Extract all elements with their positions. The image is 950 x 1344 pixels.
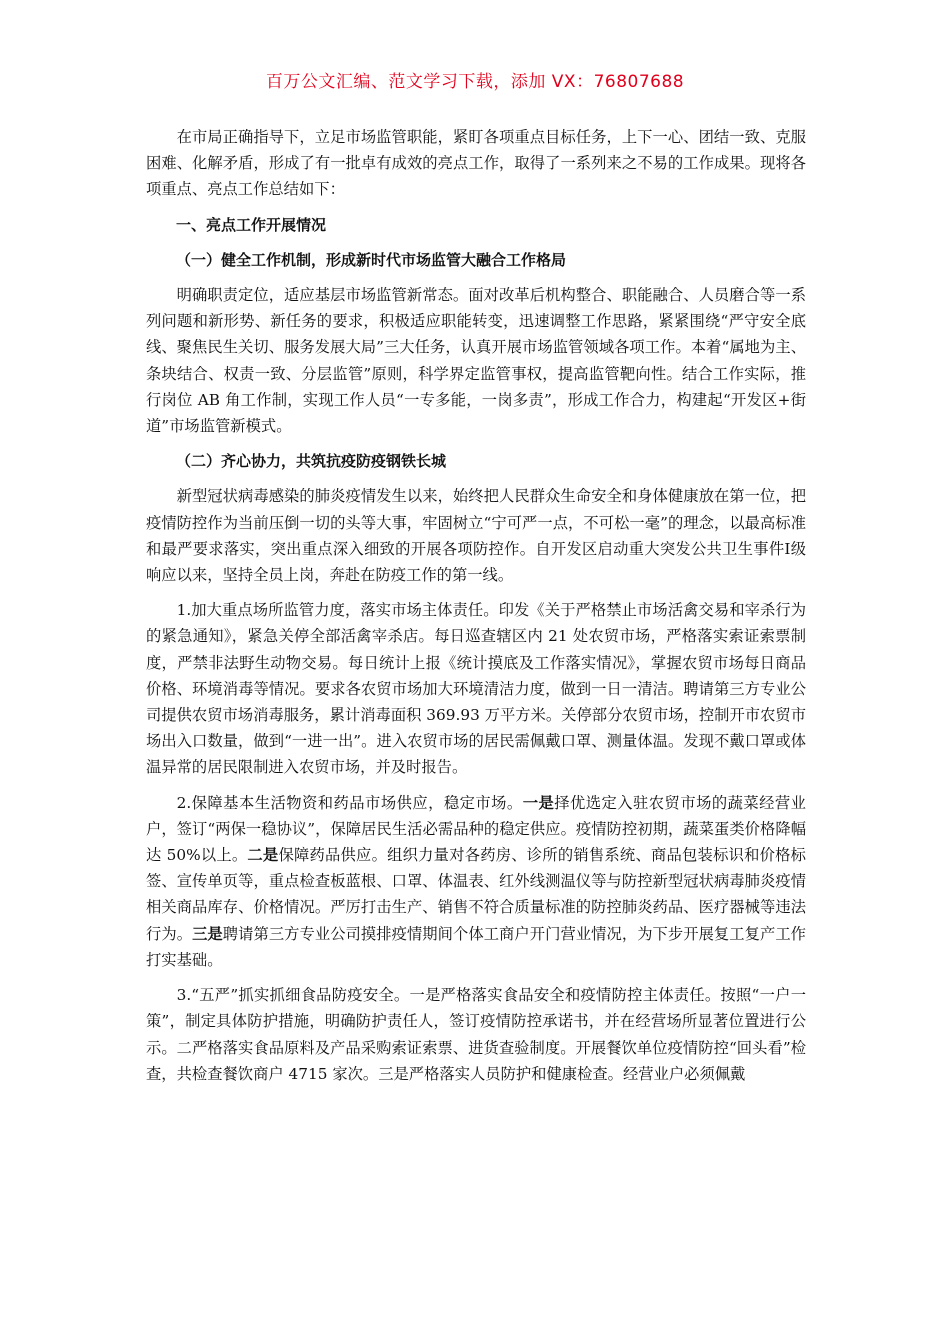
subsection-heading-2: （二）齐心协力，共筑抗疫防疫钢铁长城 bbox=[176, 452, 447, 471]
item-2-marker-1: 一是 bbox=[522, 793, 555, 812]
subsection-1-paragraph: 明确职责定位，适应基层市场监管新常态。面对改革后机构整合、职能融合、人员磨合等一系列问题和新形势、新任务的要求，积极适应职能转变，迅速调整工作思路，紧紧围绕“严守安全底线、聚焦民生关切、服务发展大局”三大任务，认真开展市场监管领域各项工作。本着“属地为主、条块结合、权责一致、分层监管”原则，科学界定监管事权，提高监管靶向性。结合工作实际，推行岗位 AB 角工作制，实现工作人员“一专多能，一岗多责”，形成工作合力，构建起“开发区+街道”市场监管新模式。 bbox=[146, 286, 806, 436]
item-2-lead: 2.保障基本生活物资和药品市场供应，稳定市场。 bbox=[176, 793, 523, 812]
intro-paragraph: 在市局正确指导下，立足市场监管职能，紧盯各项重点目标任务，上下一心、团结一致、克服困难、化解矛盾，形成了有一批卓有成效的亮点工作，取得了一系列来之不易的工作成果。现将各项重点、亮点工作总结如下： bbox=[146, 128, 806, 199]
item-2-paragraph bbox=[146, 790, 806, 973]
item-2-text-2: 保障药品供应。组织力量对各药房、诊所的销售系统、商品包装标识和价格标签、宣传单页等，重点检查板蓝根、口罩、体温表、红外线测温仪等与防控新型冠状病毒肺炎疫情相关商品库存、价格情况。严厉打击生产、销售不符合质量标准的防控肺炎药品、医疗器械等违法行为。 bbox=[146, 846, 806, 943]
subsection-2-paragraph: 新型冠状病毒感染的肺炎疫情发生以来，始终把人民群众生命安全和身体健康放在第一位，把疫情防控作为当前压倒一切的头等大事，牢固树立“宁可严一点，不可松一毫”的理念，以最高标准和最严要求落实，突出重点深入细致的开展各项防控作。自开发区启动重大突发公共卫生事件Ⅰ级响应以来，坚持全员上岗，奔赴在防疫工作的第一线。 bbox=[146, 487, 806, 585]
item-2-marker-3: 三是 bbox=[192, 924, 223, 943]
item-3-paragraph: 3.“五严”抓实抓细食品防疫安全。一是严格落实食品安全和疫情防控主体责任。按照“一户一策”，制定具体防护措施，明确防护责任人，签订疫情防控承诺书，并在经营场所显著位置进行公示。二严格落实食品原料及产品采购索证索票、进货查验制度。开展餐饮单位疫情防控“回头看”检查，共检查餐饮商户 4715 家次。三是严格落实人员防护和健康检查。经营业户必须佩戴 bbox=[146, 986, 806, 1083]
item-2-text-3: 聘请第三方专业公司摸排疫情期间个体工商户开门营业情况，为下步开展复工复产工作打实基础。 bbox=[146, 924, 806, 969]
item-2-text-1: 择优选定入驻农贸市场的蔬菜经营业户，签订“两保一稳协议”，保障居民生活必需品种的稳定供应。疫情防控初期，蔬菜蛋类价格降幅达 50%以上。 bbox=[146, 793, 806, 865]
section-heading-1: 一、亮点工作开展情况 bbox=[176, 215, 327, 234]
header-banner: 百万公文汇编、范文学习下载，添加 VX：76807688 bbox=[265, 72, 685, 92]
subsection-heading-1: （一）健全工作机制，形成新时代市场监管大融合工作格局 bbox=[176, 250, 567, 269]
item-2-marker-2: 二是 bbox=[247, 846, 279, 865]
item-1-paragraph: 1.加大重点场所监管力度，落实市场主体责任。印发《关于严格禁止市场活禽交易和宰杀行为的紧急通知》，紧急关停全部活禽宰杀店。每日巡查辖区内 21 处农贸市场，严格落实索证索票制度，严禁非法野生动物交易。每日统计上报《统计摸底及工作落实情况》，掌握农贸市场每日商品价格、环境消毒等情况。要求各农贸市场加大环境清洁力度，做到一日一清洁。聘请第三方专业公司提供农贸市场消毒服务，累计消毒面积 369.93 万平方米。关停部分农贸市场，控制开市农贸市场出入口数量，做到“一进一出”。进入农贸市场的居民需佩戴口罩、测量体温。发现不戴口罩或体温异常的居民限制进入农贸市场，并及时报告。 bbox=[146, 601, 806, 777]
document-body bbox=[146, 124, 806, 1096]
